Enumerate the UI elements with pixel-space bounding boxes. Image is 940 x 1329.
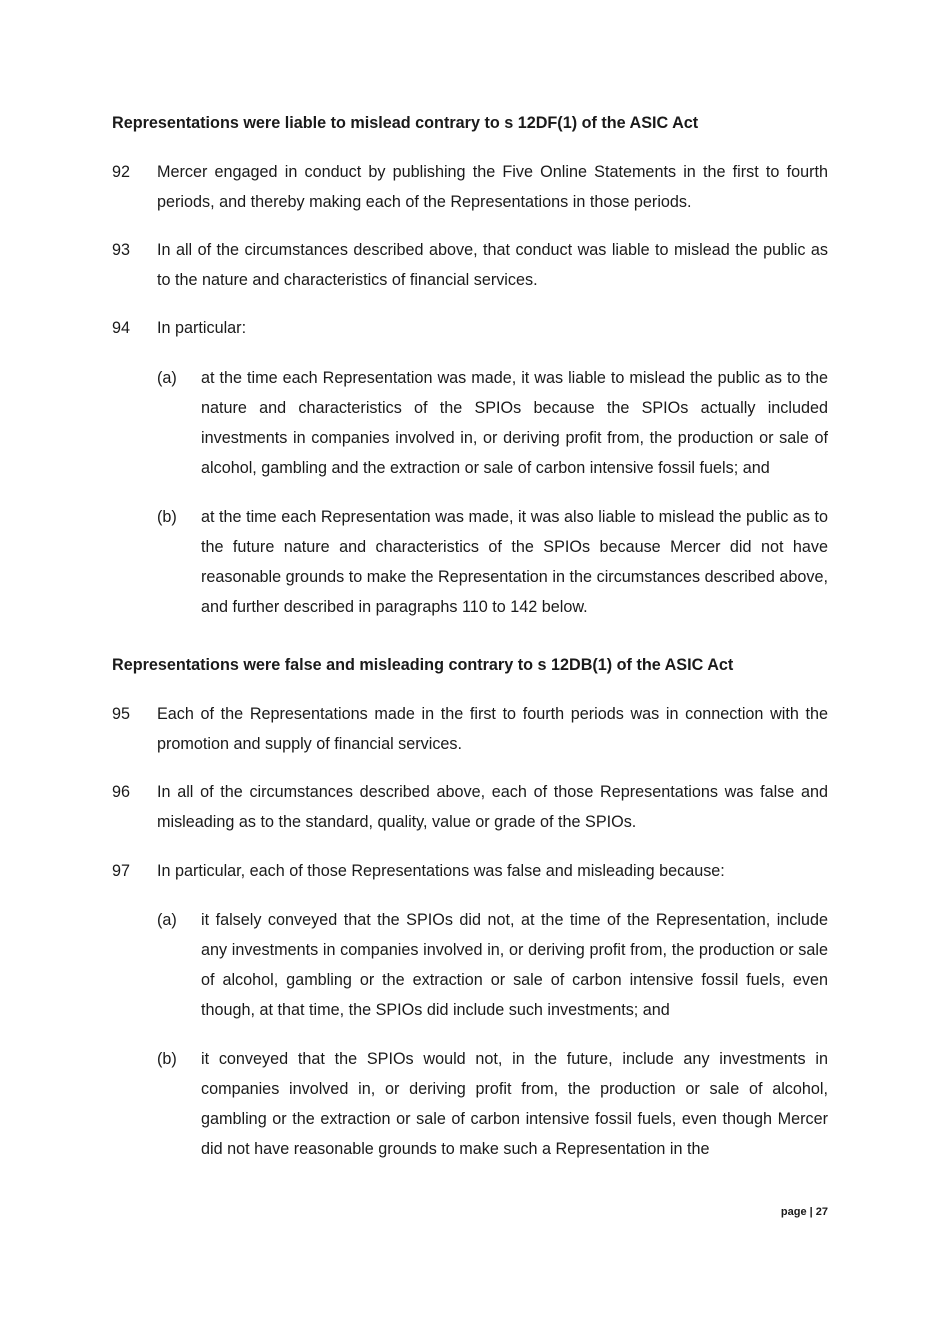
subparagraph-label: (a): [157, 911, 177, 929]
subparagraph-label: (b): [157, 508, 177, 526]
paragraph-text: In particular, each of those Representations was false and misleading because:: [157, 862, 725, 880]
page-number: page | 27: [780, 1206, 828, 1218]
subparagraph-text: at the time each Representation was made, it was liable to mislead the public as to the nature and characteristics of the SPIOs because the SPIOs actually included investments in companies involved in, or deriving profit from, the production or sale of alcohol, gambling and the extraction or sale of carbon intensive fossil fuels; and: [201, 369, 828, 477]
paragraph-number: 95: [112, 705, 131, 723]
paragraph-number: 96: [112, 783, 131, 801]
paragraph-text: In all of the circumstances described above, each of those Representations was false and misleading as to the standard, quality, value or grade of the SPIOs.: [157, 783, 828, 831]
paragraph-number: 93: [112, 241, 131, 259]
paragraph-number: 94: [112, 319, 131, 337]
paragraph-text: Mercer engaged in conduct by publishing the Five Online Statements in the first to fourth periods, and thereby making each of the Representations in those periods.: [157, 163, 828, 211]
section-heading-12df: Representations were liable to mislead contrary to s 12DF(1) of the ASIC Act: [112, 114, 699, 132]
subparagraph-text: it conveyed that the SPIOs would not, in the future, include any investments in companies involved in, or deriving profit from, the production or sale of alcohol, gambling or the extraction or sale of carbon intensive fossil fuels, even though Mercer did not have reasonable grounds to make such a Representation in the: [201, 1050, 828, 1158]
subparagraph-text: it falsely conveyed that the SPIOs did not, at the time of the Representation, include any investments in companies involved in, or deriving profit from, the production or sale of alcohol, gambling or the extraction or sale of carbon intensive fossil fuels, even though, at that time, the SPIOs did include such investments; and: [201, 911, 828, 1019]
subparagraph-label: (b): [157, 1050, 177, 1068]
section-heading-12db: Representations were false and misleading contrary to s 12DB(1) of the ASIC Act: [112, 656, 734, 674]
paragraph-number: 97: [112, 862, 131, 880]
paragraph-text: In particular:: [157, 319, 247, 337]
subparagraph-label: (a): [157, 369, 177, 387]
paragraph-number: 92: [112, 163, 131, 181]
subparagraph-text: at the time each Representation was made, it was also liable to mislead the public as to the future nature and characteristics of the SPIOs because Mercer did not have reasonable grounds to make the Representation in the circumstances described above, and further described in paragraphs 110 to 142 below.: [201, 508, 828, 616]
paragraph-text: In all of the circumstances described above, that conduct was liable to mislead the public as to the nature and characteristics of financial services.: [157, 241, 828, 289]
paragraph-text: Each of the Representations made in the first to fourth periods was in connection with the promotion and supply of financial services.: [157, 705, 828, 753]
